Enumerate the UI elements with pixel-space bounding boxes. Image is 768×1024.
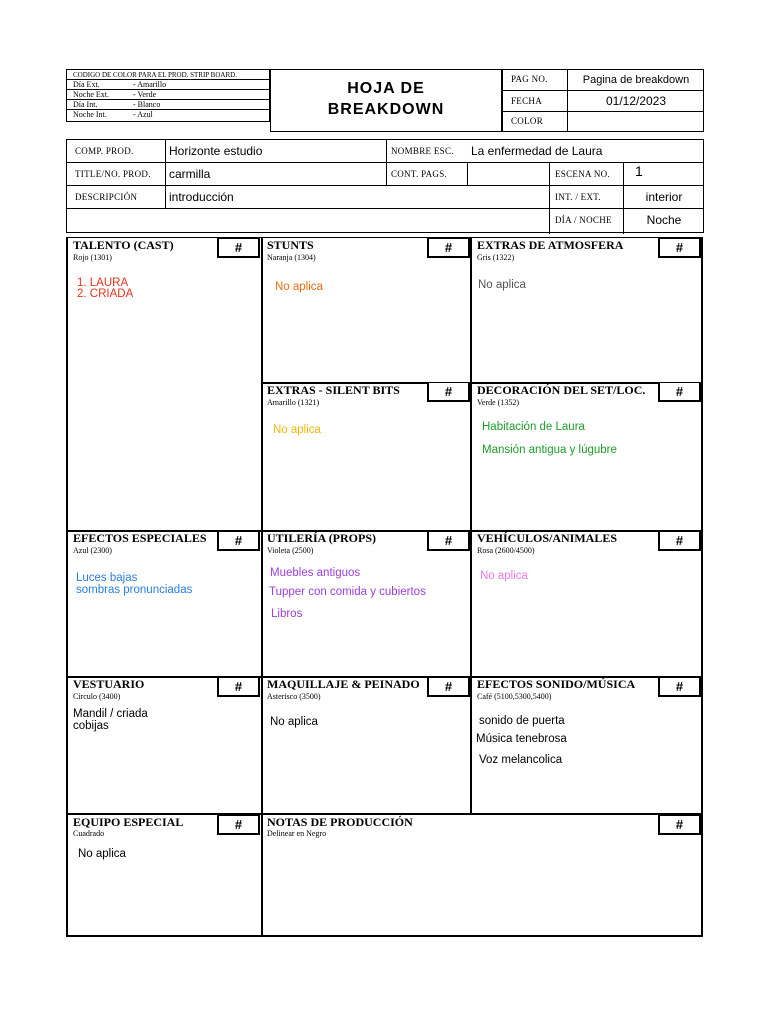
- vehiculos-item: No aplica: [480, 570, 528, 582]
- title-value[interactable]: carmilla: [169, 167, 211, 181]
- color-code-value: - Amarillo: [133, 80, 167, 89]
- utileria-count-box[interactable]: #: [427, 531, 470, 551]
- color-code-value: - Azul: [133, 110, 153, 119]
- stunts-count-box[interactable]: #: [427, 238, 470, 258]
- talento-item: 2. CRIADA: [77, 288, 134, 300]
- color-code-row: [67, 100, 269, 110]
- utileria-title: UTILERÍA (PROPS): [267, 531, 377, 545]
- header-meta-table: [502, 69, 704, 132]
- maquillaje-title: MAQUILLAJE & PEINADO: [267, 677, 420, 691]
- extras-silent-item: No aplica: [273, 424, 321, 436]
- maquillaje-count-box[interactable]: #: [427, 677, 470, 697]
- sonido-item: sonido de puerta: [479, 715, 565, 727]
- page-title-line1: HOJA DE: [347, 80, 425, 97]
- pag-no-value[interactable]: Pagina de breakdown: [582, 74, 690, 86]
- efectos-especiales-count-box[interactable]: #: [217, 531, 260, 551]
- maquillaje-item: No aplica: [270, 716, 318, 728]
- comp-prod-label: COMP. PROD.: [75, 146, 134, 156]
- dia-noche-label: DÍA / NOCHE: [555, 215, 612, 225]
- extras-atmosfera-count-box[interactable]: #: [658, 238, 701, 258]
- equipo-especial-color-code: Cuadrado: [73, 829, 105, 838]
- fecha-label: FECHA: [511, 96, 543, 106]
- extras-silent-color-code: Amarillo (1321): [267, 398, 320, 407]
- color-code-label: Noche Ext.: [73, 90, 109, 99]
- decoracion-title: DECORACIÓN DEL SET/LOC.: [477, 383, 646, 397]
- vestuario-count-box[interactable]: #: [217, 677, 260, 697]
- pag-no-label: PAG NO.: [511, 74, 548, 84]
- color-code-row: [67, 90, 269, 100]
- color-code-label: Noche Int.: [73, 110, 107, 119]
- extras-atmosfera-title: EXTRAS DE ATMOSFERA: [477, 238, 624, 252]
- nombre-esc-label: NOMBRE ESC.: [391, 146, 454, 156]
- fecha-value[interactable]: 01/12/2023: [605, 94, 667, 108]
- color-code-value: - Verde: [133, 90, 157, 99]
- color-code-box: [66, 69, 270, 122]
- vestuario-color-code: Circulo (3400): [73, 692, 121, 701]
- extras-silent-title: EXTRAS - SILENT BITS: [267, 383, 400, 397]
- dia-noche-value[interactable]: Noche: [646, 213, 682, 227]
- color-code-label: Día Int.: [73, 100, 98, 109]
- comp-prod-value[interactable]: Horizonte estudio: [169, 144, 263, 158]
- color-code-row: [67, 80, 269, 90]
- int-ext-value[interactable]: interior: [645, 190, 683, 204]
- production-info-table: [66, 139, 704, 233]
- decoracion-color-code: Verde (1352): [477, 398, 519, 407]
- descripcion-value[interactable]: introducción: [169, 190, 234, 204]
- equipo-especial-item: No aplica: [78, 848, 126, 860]
- utileria-item: Libros: [271, 608, 303, 620]
- vehiculos-title: VEHÍCULOS/ANIMALES: [477, 531, 618, 545]
- utileria-item: Muebles antiguos: [270, 567, 361, 579]
- notas-produccion-count-box[interactable]: #: [658, 815, 701, 835]
- color-code-title: CODIGO DE COLOR PARA EL PROD. STRIP BOARD.: [67, 70, 269, 80]
- extras-silent-count-box[interactable]: #: [427, 382, 470, 402]
- sonido-item: Voz melancolica: [479, 754, 563, 766]
- notas-produccion-area[interactable]: [262, 842, 700, 934]
- decoracion-count-box[interactable]: #: [658, 382, 701, 402]
- utileria-item: Tupper con comida y cubiertos: [269, 586, 426, 598]
- descripcion-label: DESCRIPCIÓN: [75, 192, 138, 202]
- stunts-color-code: Naranja (1304): [267, 253, 316, 262]
- cont-pags-label: CONT. PAGS.: [391, 169, 448, 179]
- extras-atmosfera-item: No aplica: [478, 279, 526, 291]
- sonido-item: Música tenebrosa: [476, 733, 567, 745]
- sonido-title: EFECTOS SONIDO/MÚSICA: [477, 677, 636, 691]
- escena-value[interactable]: 1: [635, 163, 643, 179]
- vestuario-title: VESTUARIO: [73, 677, 145, 691]
- stunts-title: STUNTS: [267, 238, 314, 252]
- talento-item: 1. LAURA: [77, 277, 129, 289]
- nombre-esc-value[interactable]: La enfermedad de Laura: [471, 144, 603, 158]
- utileria-color-code: Violeta (2500): [267, 546, 314, 555]
- equipo-especial-title: EQUIPO ESPECIAL: [73, 815, 184, 829]
- maquillaje-color-code: Asterisco (3500): [267, 692, 321, 701]
- title-box: [270, 69, 502, 132]
- page-title-line2: BREAKDOWN: [327, 101, 445, 118]
- talento-count-box[interactable]: #: [217, 238, 260, 258]
- decoracion-item: Mansión antigua y lúgubre: [482, 444, 617, 456]
- color-code-label: Día Ext.: [73, 80, 100, 89]
- color-code-value: - Blanco: [133, 100, 161, 109]
- color-code-row: [67, 110, 269, 120]
- efectos-especiales-item: Luces bajas: [76, 572, 138, 584]
- talento-color-code: Rojo (1301): [73, 253, 112, 262]
- talento-title: TALENTO (CAST): [73, 238, 174, 252]
- efectos-especiales-title: EFECTOS ESPECIALES: [73, 531, 207, 545]
- decoracion-item: Habitación de Laura: [482, 421, 585, 433]
- notas-produccion-color-code: Delinear en Negro: [267, 829, 327, 838]
- equipo-especial-count-box[interactable]: #: [217, 815, 260, 835]
- vestuario-item: Mandil / criada: [73, 708, 148, 720]
- efectos-especiales-color-code: Azul (2300): [73, 546, 112, 555]
- vestuario-item: cobijas: [73, 720, 109, 732]
- vehiculos-color-code: Rosa (2600/4500): [477, 546, 535, 555]
- color-label: COLOR: [511, 116, 544, 126]
- vehiculos-count-box[interactable]: #: [658, 531, 701, 551]
- sonido-count-box[interactable]: #: [658, 677, 701, 697]
- escena-label: ESCENA NO.: [555, 169, 611, 179]
- notas-produccion-title: NOTAS DE PRODUCCIÓN: [267, 815, 413, 829]
- int-ext-label: INT. / EXT.: [555, 192, 601, 202]
- extras-atmosfera-color-code: Gris (1322): [477, 253, 515, 262]
- sonido-color-code: Café (5100,5300,5400): [477, 692, 552, 701]
- efectos-especiales-item: sombras pronunciadas: [76, 584, 193, 596]
- stunts-item: No aplica: [275, 281, 323, 293]
- title-label: TITLE/NO. PROD.: [75, 169, 151, 179]
